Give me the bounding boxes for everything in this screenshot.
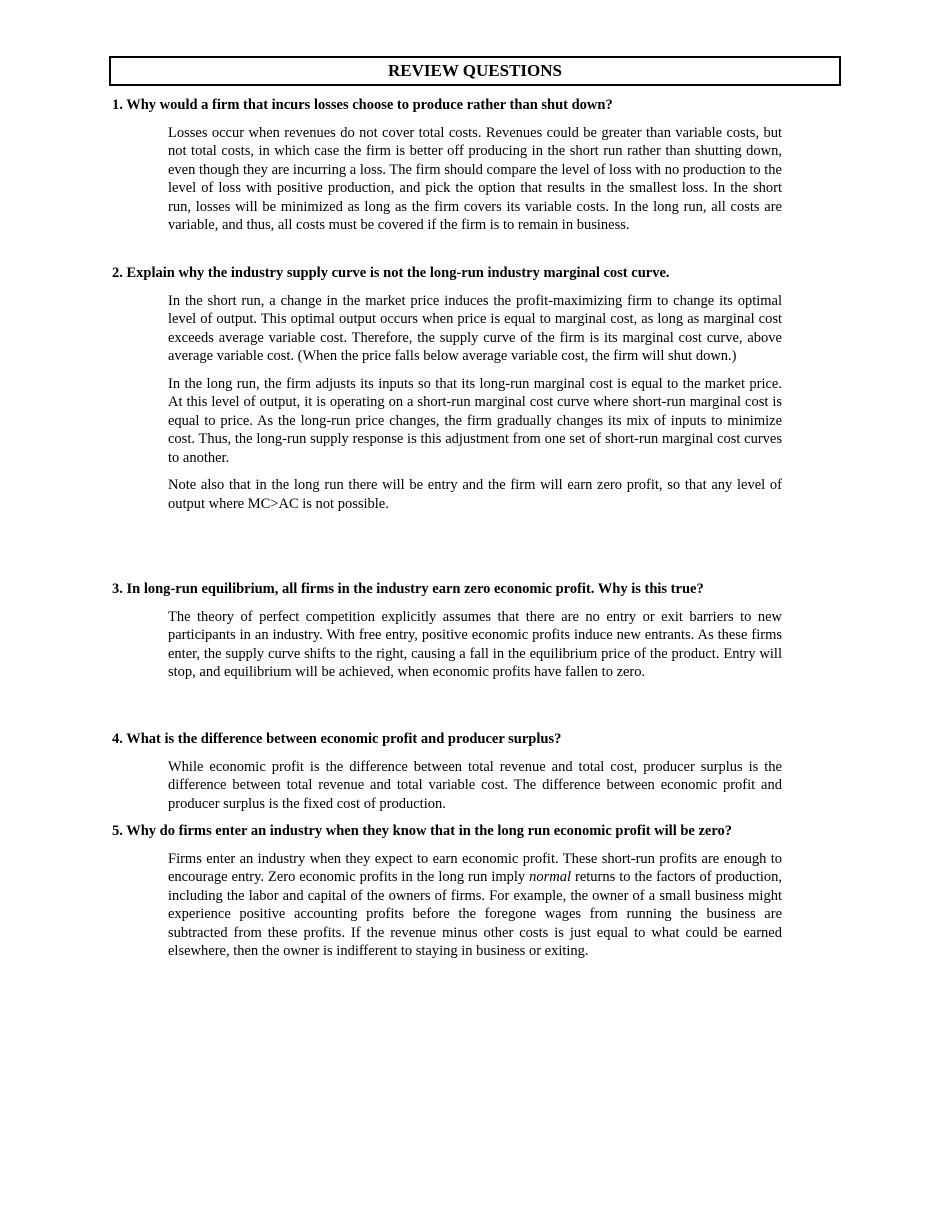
- question-block-5: [112, 822, 838, 961]
- answer-4-paragraph-1: While economic profit is the difference between total revenue and total cost, producer surplus is the difference between total revenue and total variable cost. The difference between economic profit and producer surplus is the fixed cost of production.: [168, 758, 782, 812]
- question-block-3: [112, 580, 838, 682]
- answer-3-paragraph-1: The theory of perfect competition explicitly assumes that there are no entry or exit barriers to new participants in an industry. With free entry, positive economic profits induce new entrants. As these firms enter, the supply curve shifts to the right, causing a fall in the equilibrium price of the product. Entry will stop, and equilibrium will be achieved, when economic profits have fallen to zero.: [168, 608, 782, 680]
- question-block-4: [112, 730, 838, 813]
- answer-2-paragraph-3: Note also that in the long run there will be entry and the firm will earn zero profit, so that any level of output where MC>AC is not possible.: [168, 477, 782, 512]
- page-title: REVIEW QUESTIONS: [109, 56, 841, 86]
- answer-1-paragraph-1: Losses occur when revenues do not cover total costs. Revenues could be greater than variable costs, but not total costs, in which case the firm is better off producing in the short run rather than shutting down, even though they are incurring a loss. The firm should compare the level of loss with no production to the level of loss with positive production, and pick the option that results in the smallest loss. In the short run, losses will be minimized as long as the firm covers its variable costs. In the long run, all costs are variable, and thus, all costs must be covered if the firm is to remain in business.: [168, 124, 782, 233]
- question-4: 4. What is the difference between economic profit and producer surplus?: [112, 731, 562, 747]
- answer-5-emphasis: normal: [529, 869, 572, 885]
- answer-5-text-after: returns to the factors of production, including the labor and capital of the owners of firms. For example, the owner of a small business might experience positive accounting profits before the foregone wages from running the business are subtracted from these profits. If the revenue minus other costs is just equal to what could be earned elsewhere, then the owner is indifferent to staying in business or exiting.: [168, 869, 783, 959]
- answer-5-paragraph-1: [168, 850, 782, 961]
- answer-5-text-before: Firms enter an industry when they expect to earn economic profit. These short-run profits are enough to encourage entry. Zero economic profits in the long run imply: [168, 850, 782, 885]
- question-3: 3. In long-run equilibrium, all firms in the industry earn zero economic profit. Why is this true?: [112, 581, 704, 597]
- answer-2-paragraph-1: In the short run, a change in the market price induces the profit-maximizing firm to change its optimal level of output. This optimal output occurs when price is equal to marginal cost, as long as marginal cost exceeds average variable cost. Therefore, the supply curve of the firm is its marginal cost curve, above average variable cost. (When the price falls below average variable cost, the firm will shut down.): [168, 292, 782, 364]
- question-2: 2. Explain why the industry supply curve is not the long-run industry marginal cost curve.: [112, 265, 670, 281]
- question-block-1: [112, 96, 838, 235]
- question-1: 1. Why would a firm that incurs losses choose to produce rather than shut down?: [112, 97, 613, 113]
- answer-2-paragraph-2: In the long run, the firm adjusts its inputs so that its long-run marginal cost is equal to the market price. At this level of output, it is operating on a short-run marginal cost curve where short-run marginal cost is equal to price. As the long-run price changes, the firm gradually changes its mix of inputs to minimize cost. Thus, the long-run supply response is this adjustment from one set of short-run marginal cost curves to another.: [168, 375, 782, 466]
- question-5: 5. Why do firms enter an industry when they know that in the long run economic profit will be zero?: [112, 823, 733, 839]
- question-block-2: [112, 264, 838, 513]
